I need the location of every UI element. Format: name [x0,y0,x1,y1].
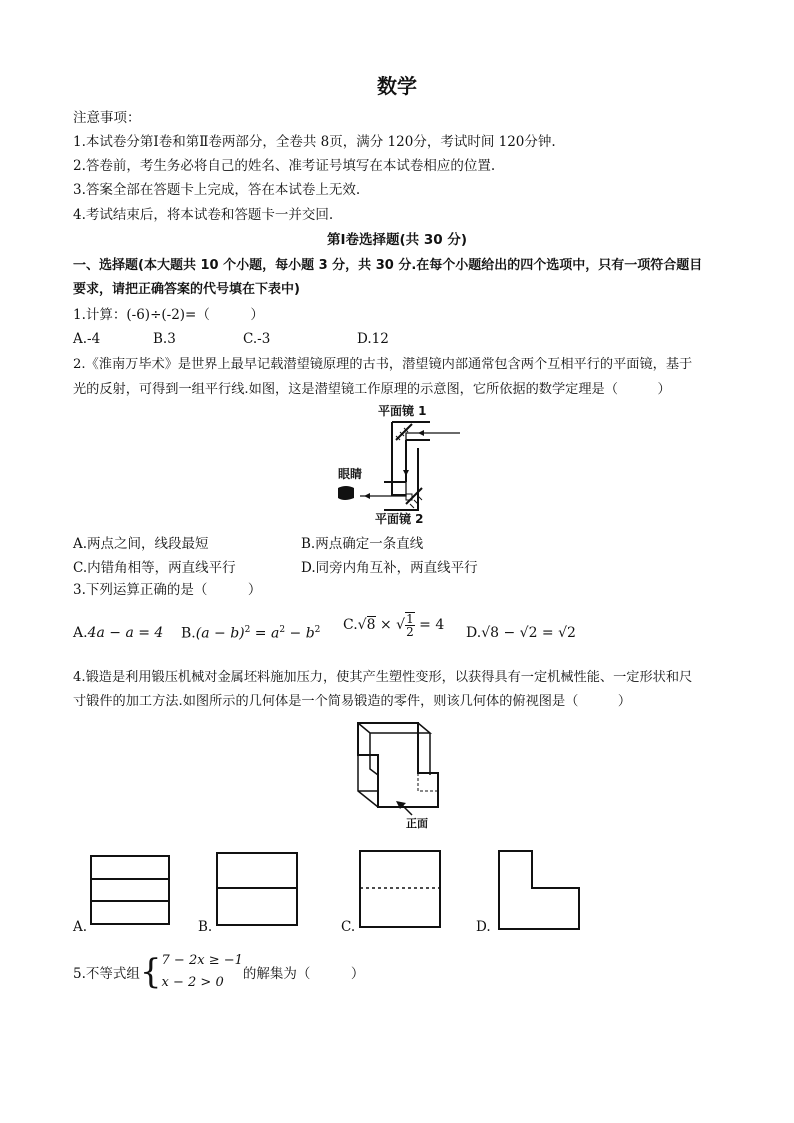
q3-option-b-expr-right: − b [285,625,315,642]
q2-option-c: C.内错角相等，两直线平行 [73,560,236,576]
q3-option-b-expr-mid: = a [250,625,280,642]
forged-part-figure [350,715,450,835]
q3-option-c-frac-den: 2 [406,625,414,639]
mirror-1-label: 平面镜 1 [378,404,427,418]
q3-option-d-label: D. [466,625,482,641]
notice-item-1: 1.本试卷分第Ⅰ卷和第Ⅱ卷两部分，全卷共 8页，满分 120分，考试时间 120分钟. [73,134,556,150]
q3-option-d: D.√8 − √2 = √2 [466,625,576,641]
q5-inequality-2: x − 2 > 0 [161,975,224,990]
q3-option-b-label: B. [181,625,196,642]
q4-option-b-label: B. [198,919,213,935]
q4-option-d-label: D. [476,919,491,935]
q2-option-a: A.两点之间，线段最短 [73,536,209,552]
periscope-figure [330,400,470,528]
q3-option-c-frac-num: 1 [406,612,414,626]
q3-option-a-label: A. [73,625,88,641]
q4-option-c-figure [359,850,441,928]
q3-option-b: $B.(a - b)^2 = a^2 - b^2$ [181,625,321,642]
q1-option-c: C.-3 [243,331,271,347]
part-one-instructions-line2: 要求，请把正确答案的代号填在下表中) [73,282,300,297]
q1-option-d: D.12 [357,331,389,347]
q5-prefix: 5.不等式组 [73,966,140,982]
notice-item-4: 4.考试结束后，将本试卷和答题卡一并交回. [73,207,334,223]
mirror-2-label: 平面镜 2 [375,512,424,526]
q3-option-b-expr-left: (a − b) [195,625,245,642]
part-one-instructions-line1: 一、选择题(本大题共 10 个小题，每小题 3 分，共 30 分.在每个小题给出的四个选项中，只有一项符合题目 [73,258,703,273]
q3-stem: 3.下列运算正确的是（ ） [73,582,262,598]
q5-suffix: 的解集为（ ） [242,966,365,982]
q1-stem: 1.计算：(-6)÷(-2)=（ ） [73,307,264,323]
q2-option-b: B.两点确定一条直线 [301,536,424,552]
q2-stem-line1: 2.《淮南万毕术》是世界上最早记载潜望镜原理的古书，潜望镜内部通常包含两个互相平行的平面镜，基于 [73,357,693,372]
q3-option-c: C.√8 × √ $\frac{1}{2}$ = 4 [343,612,445,639]
q1-option-a: A.-4 [73,331,101,347]
front-label: 正面 [406,817,428,830]
q5-inequality-system [162,950,243,994]
q3-option-a-expr: 4a − a = 4 [87,625,164,641]
q1-option-b: B.3 [153,331,176,347]
section-title: 第Ⅰ卷选择题(共 30 分) [326,232,468,248]
q4-option-c-label: C. [341,919,356,935]
q3-option-c-sqrt8: 8 [366,617,376,633]
q3-option-c-fraction [405,612,415,638]
q2-option-d: D.同旁内角互补，两直线平行 [301,560,478,576]
q4-option-b-figure [216,852,298,926]
q4-option-d-figure [498,850,580,930]
q5-inequality-1: 7 − 2x ≥ −1 [161,953,243,968]
q4-option-a-label: A. [73,919,88,935]
q4-stem-line1: 4.锻造是利用锻压机械对金属坯料施加压力，使其产生塑性变形，以获得具有一定机械性能、一定形状和尺 [73,670,693,685]
q2-stem-line2: 光的反射，可得到一组平行线.如图，这是潜望镜工作原理的示意图，它所依据的数学定理是（ ） [73,382,671,397]
page-title: 数学 [377,74,417,98]
q4-stem-line2: 寸锻件的加工方法.如图所示的几何体是一个简易锻造的零件，则该几何体的俯视图是（ ） [73,694,632,709]
q3-option-c-label: C. [343,617,358,633]
q5-stem: 5.不等式组{ 7 − 2x ≥ −1 x − 2 > 0 的解集为（ ） [73,952,365,992]
notice-item-2: 2.答卷前，考生务必将自己的姓名、准考证号填写在本试卷相应的位置. [73,158,496,174]
q4-option-a-figure [90,855,170,925]
notice-heading: 注意事项： [73,110,141,126]
q3-option-c-tail: = 4 [414,617,445,633]
q3-option-a [73,625,163,641]
eye-label: 眼睛 [338,467,363,481]
notice-item-3: 3.答案全部在答题卡上完成，答在本试卷上无效. [73,182,361,198]
q3-option-d-expr: 8 − √2 = √2 [490,625,576,641]
